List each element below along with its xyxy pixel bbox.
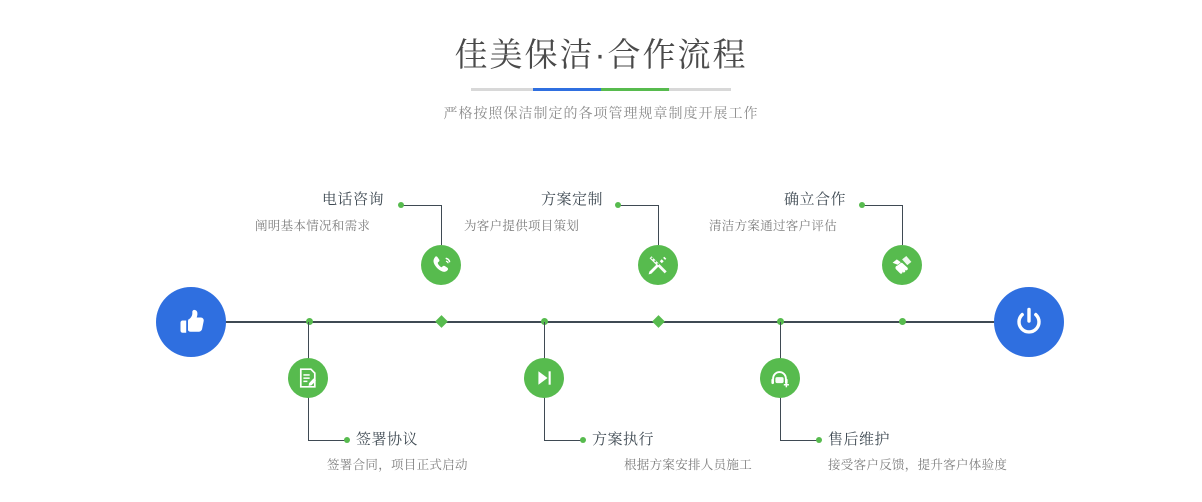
- timeline-end-power-icon: [994, 287, 1064, 357]
- step-desc-4: 根据方案安排人员施工: [624, 458, 753, 472]
- page-title: 佳美保洁·合作流程: [454, 36, 748, 73]
- step-icon-play-skip-icon: [524, 358, 564, 398]
- step-desc-1: 阐明基本情况和需求: [255, 219, 371, 233]
- connector-dot-step-6: [816, 437, 822, 443]
- connector-dot-step-3: [615, 202, 621, 208]
- connector-horizontal-step-1: [403, 205, 441, 206]
- connector-horizontal-step-4: [544, 440, 582, 441]
- axis-marker-dot-4: [899, 318, 906, 325]
- step-title-2: 签署协议: [356, 431, 419, 448]
- step-desc-5: 清洁方案通过客户评估: [709, 219, 838, 233]
- divider-segment-green: [601, 88, 669, 91]
- step-icon-document-edit-icon: [288, 358, 328, 398]
- connector-horizontal-step-5: [864, 205, 902, 206]
- step-icon-headset-add-icon: [760, 358, 800, 398]
- page-subtitle: 严格按照保洁制定的各项管理规章制度开展工作: [443, 105, 759, 121]
- timeline-start-thumbs-up-icon: [156, 287, 226, 357]
- step-desc-3: 为客户提供项目策划: [464, 219, 580, 233]
- step-desc-2: 签署合同，项目正式启动: [327, 458, 468, 472]
- step-title-5: 确立合作: [784, 191, 847, 208]
- timeline-axis: [160, 321, 1042, 323]
- connector-horizontal-step-6: [780, 440, 818, 441]
- axis-marker-diamond-2: [652, 315, 665, 328]
- step-title-3: 方案定制: [541, 191, 604, 208]
- connector-horizontal-step-3: [620, 205, 658, 206]
- connector-vertical-step-5: [902, 205, 903, 245]
- connector-vertical-step-1: [441, 205, 442, 245]
- step-icon-handshake-icon: [882, 245, 922, 285]
- step-icon-phone-call-icon: [421, 245, 461, 285]
- connector-dot-step-5: [859, 202, 865, 208]
- title-divider: [471, 88, 731, 91]
- connector-dot-step-2: [344, 437, 350, 443]
- step-title-6: 售后维护: [828, 431, 891, 448]
- connector-horizontal-step-2: [308, 440, 346, 441]
- step-desc-6: 接受客户反馈，提升客户体验度: [828, 458, 1008, 472]
- header: [0, 34, 1202, 123]
- step-title-4: 方案执行: [592, 431, 655, 448]
- step-title-1: 电话咨询: [322, 191, 385, 208]
- axis-marker-diamond-1: [435, 315, 448, 328]
- connector-vertical-step-3: [658, 205, 659, 245]
- connector-dot-step-1: [398, 202, 404, 208]
- step-icon-pencil-ruler-icon: [638, 245, 678, 285]
- connector-dot-step-4: [580, 437, 586, 443]
- divider-segment-blue: [533, 88, 601, 91]
